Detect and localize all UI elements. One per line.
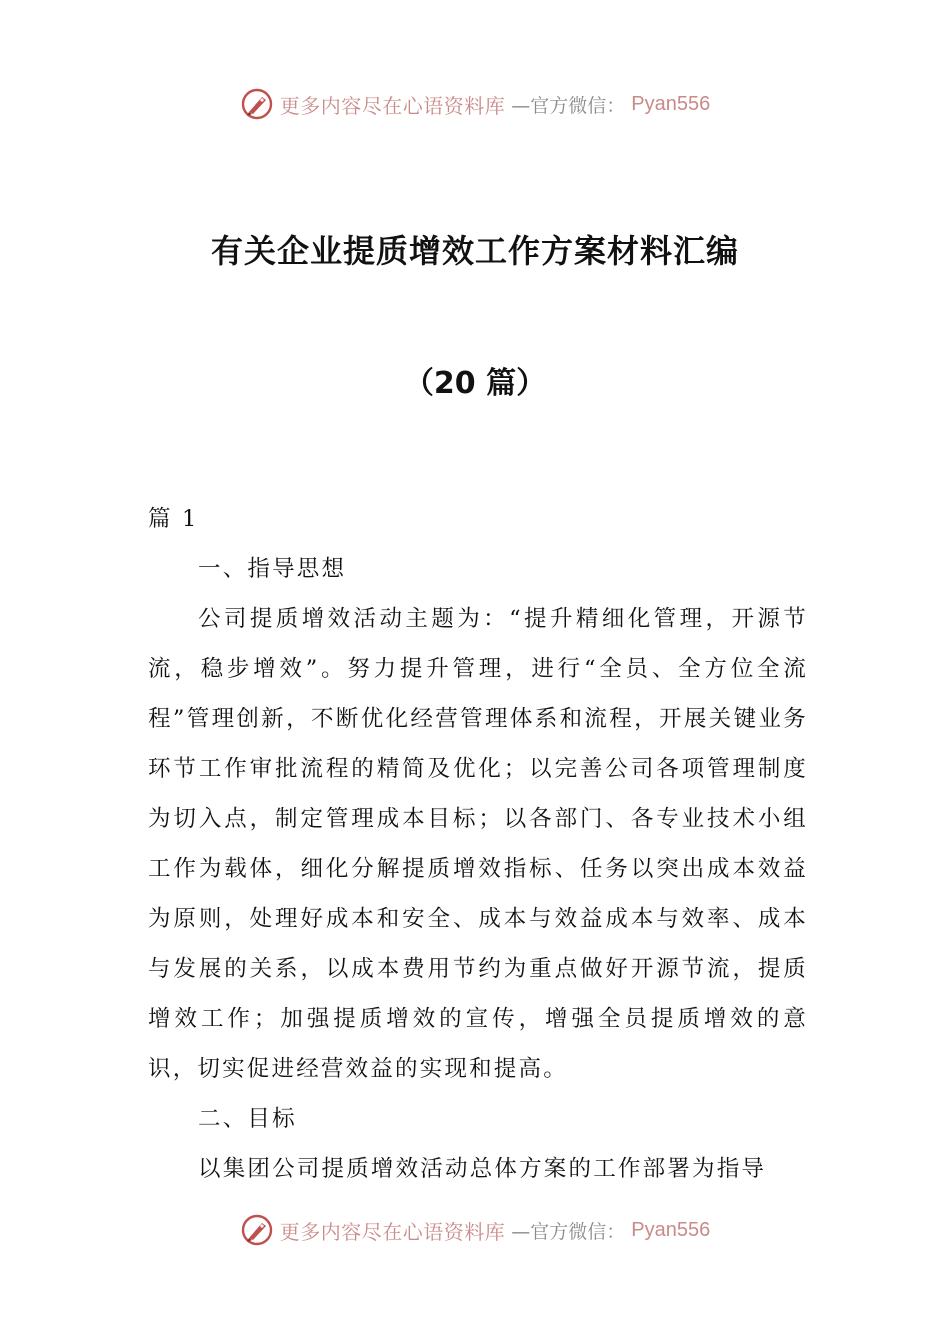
section-paragraph-goals: 以集团公司提质增效活动总体方案的工作部署为指导: [198, 1156, 767, 1182]
watermark-wechat-id: Pyan556: [631, 92, 711, 115]
document-body: [148, 494, 808, 1194]
pen-nib-logo-icon: [240, 87, 274, 121]
header-watermark: [0, 84, 950, 124]
document-title: 有关企业提质增效工作方案材料汇编: [210, 232, 739, 270]
watermark-separator: —官方微信：: [511, 94, 626, 117]
part-label: 篇 1: [148, 506, 199, 532]
section-heading-guiding-thought: 一、指导思想: [198, 556, 347, 582]
section-paragraph-guiding-thought: 公司提质增效活动主题为：“提升精细化管理，开源节流，稳步增效”。努力提升管理，进行“全员、全方位全流程”管理创新，不断优化经营管理体系和流程，开展关键业务环节工作审批流程的精简及优化；以完善公司各项管理制度为切入点，制定管理成本目标；以各部门、各专业技术小组工作为载体，细化分解提质增效指标、任务以突出成本效益为原则，处理好成本和安全、成本与效益成本与效率、成本与发展的关系，以成本费用节约为重点做好开源节流，提质增效工作；加强提质增效的宣传，增强全员提质增效的意识，切实促进经营效益的实现和提高。: [148, 606, 808, 1082]
document-subtitle: （20 篇）: [403, 366, 547, 401]
footer-watermark: [0, 1210, 950, 1250]
section-heading-goals: 二、目标: [198, 1106, 297, 1132]
pen-nib-logo-icon: [240, 1213, 274, 1247]
watermark-brand-text: 更多内容尽在心语资料库: [279, 1219, 506, 1244]
watermark-separator: —官方微信：: [511, 1220, 626, 1243]
watermark-wechat-id: Pyan556: [631, 1218, 711, 1241]
watermark-brand-text: 更多内容尽在心语资料库: [279, 93, 506, 118]
